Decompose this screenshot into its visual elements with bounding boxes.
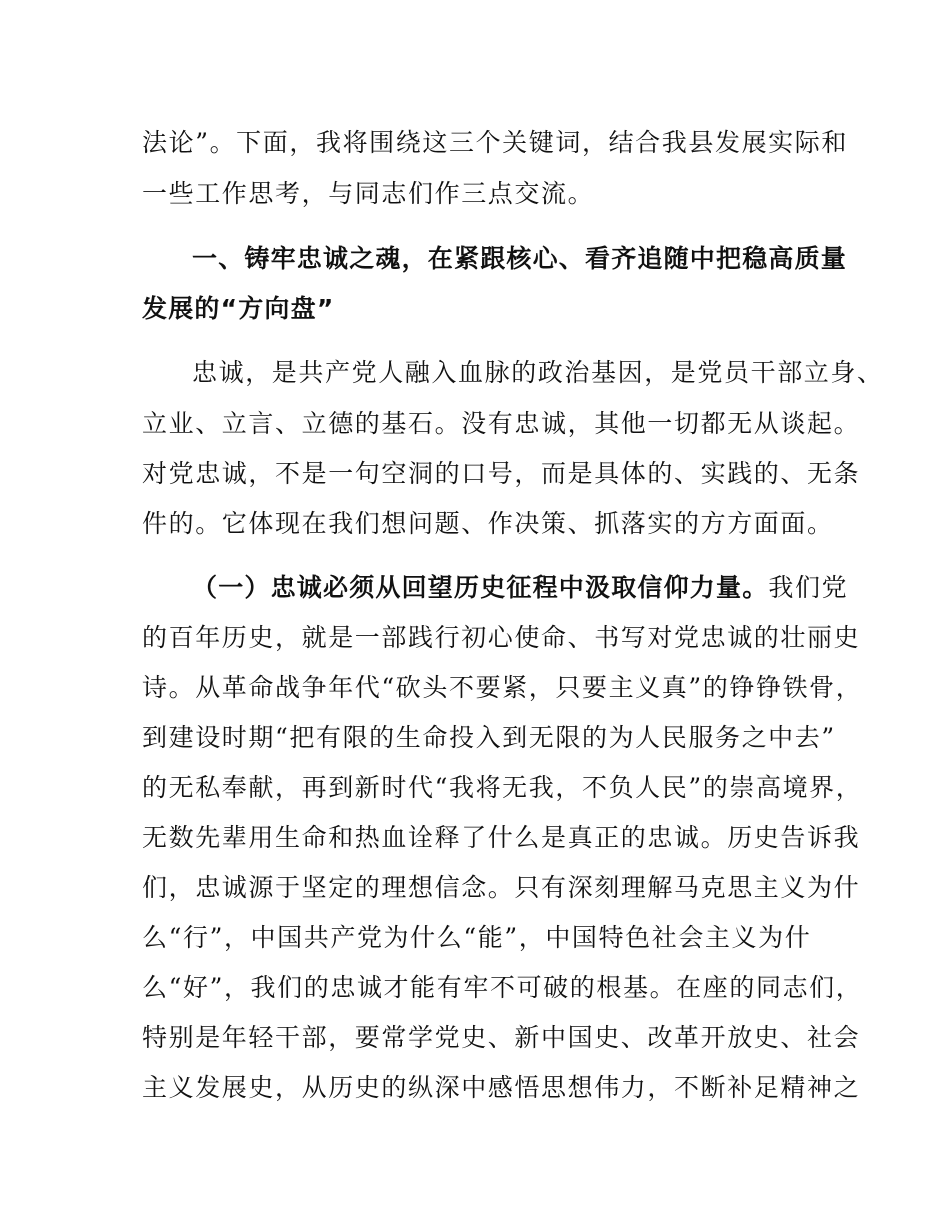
para-2-line-8: 么“行”，中国共产党为什么“能”，中国特色社会主义为什 [142,923,812,952]
para-2-line-4: 到建设时期“把有限的生命投入到无限的为人民服务之中去” [142,723,836,752]
para-2-line-5: 的无私奉献，再到新时代“我将无我，不负人民”的崇高境界， [142,773,863,802]
para-1-line-3: 对党忠诚，不是一句空洞的口号，而是具体的、实践的、无条 [142,459,861,488]
para-1-line-1: 忠诚，是共产党人融入血脉的政治基因，是党员干部立身、 [192,358,884,387]
heading-1-line-2: 发展的“方向盘” [142,294,335,323]
para-2-line-2: 的百年历史，就是一部践行初心使命、书写对党忠诚的壮丽史 [142,623,861,652]
para-2-line-11: 主义发展史，从历史的纵深中感悟思想伟力，不断补足精神之 [142,1073,861,1102]
intro-line-2: 一些工作思考，与同志们作三点交流。 [142,179,595,208]
para-2-line-1-rest: 我们党 [768,573,849,602]
heading-1-line-1: 一、铸牢忠诚之魂，在紧跟核心、看齐追随中把稳高质量 [192,244,848,273]
para-2-line-1 [192,572,848,604]
para-2-line-10: 特别是年轻干部，要常学党史、新中国史、改革开放史、社会 [142,1023,861,1052]
para-1-line-2: 立业、立言、立德的基石。没有忠诚，其他一切都无从谈起。 [142,409,861,438]
para-2-line-7: 们，忠诚源于坚定的理想信念。只有深刻理解马克思主义为什 [142,873,861,902]
para-2-line-9: 么“好”，我们的忠诚才能有牢不可破的根基。在座的同志们， [142,973,863,1002]
para-2-line-6: 无数先辈用生命和热血诠释了什么是真正的忠诚。历史告诉我 [142,823,861,852]
subheading-1: （一）忠诚必须从回望历史征程中汲取信仰力量。 [192,573,769,602]
para-2-line-3: 诗。从革命战争年代“砍头不要紧，只要主义真”的铮铮铁骨， [142,673,863,702]
para-1-line-4: 件的。它体现在我们想问题、作决策、抓落实的方方面面。 [142,509,834,538]
intro-line-1: 法论”。下面，我将围绕这三个关键词，结合我县发展实际和 [142,128,848,157]
